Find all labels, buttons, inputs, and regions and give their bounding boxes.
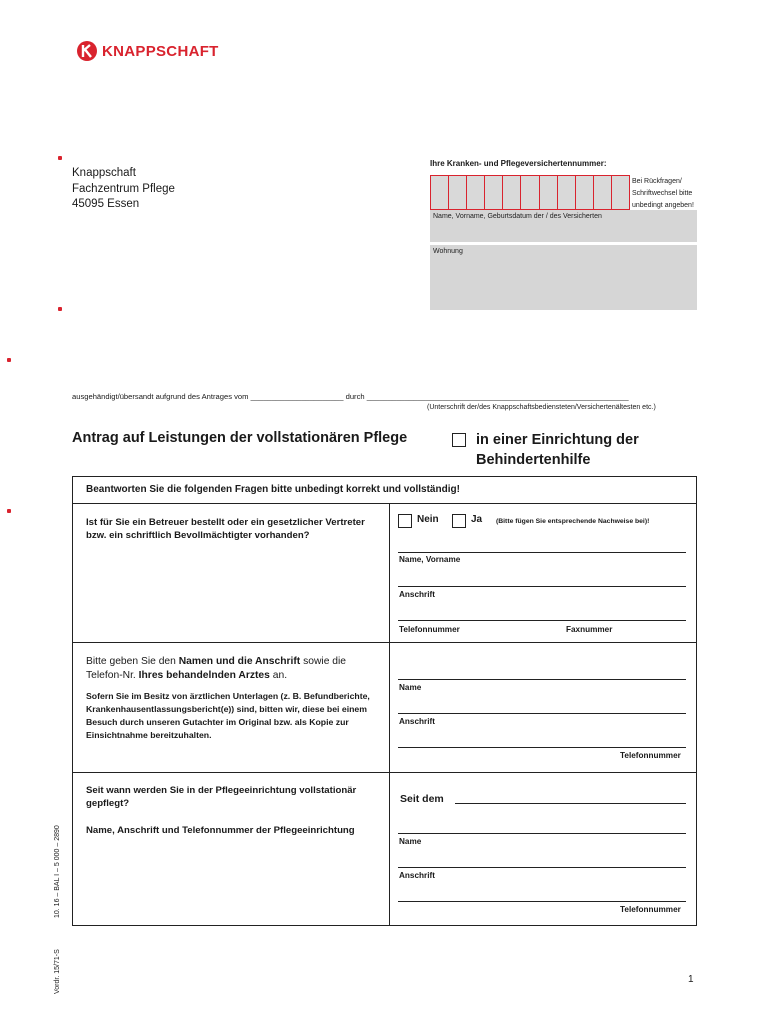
address-line: Fachzentrum Pflege <box>72 182 175 195</box>
note-line: unbedingt angeben! <box>632 202 694 209</box>
text-run: Ihres behandelnden Arztes <box>138 670 270 681</box>
insurance-number-field[interactable] <box>430 175 630 210</box>
facility-address-field[interactable] <box>398 867 686 868</box>
fold-mark <box>7 509 11 513</box>
page-number: 1 <box>688 974 694 985</box>
insured-name-field[interactable] <box>430 210 697 242</box>
insured-address-field[interactable] <box>430 245 697 310</box>
field-label: Telefonnummer <box>620 905 681 914</box>
column-divider <box>389 504 390 925</box>
guardian-address-field[interactable] <box>398 586 686 587</box>
heading-line: Behindertenhilfe <box>476 452 591 468</box>
field-label: Anschrift <box>399 717 435 726</box>
address-line: Knappschaft <box>72 167 136 179</box>
text-run: Bitte geben Sie den <box>86 656 179 667</box>
note-line: Schriftwechsel bitte <box>632 190 693 197</box>
heading-line: in einer Einrichtung der <box>476 432 639 448</box>
field-label: Name <box>399 683 422 692</box>
divider <box>72 503 697 504</box>
handout-line: ausgehändigt/übersandt aufgrund des Antrages vom ______________________ durch ______________________________________________________________ <box>72 392 629 401</box>
since-label: Seit dem <box>400 793 444 805</box>
guardian-name-field[interactable] <box>398 552 686 553</box>
field-label: Wohnung <box>433 248 463 255</box>
proof-note: (Bitte fügen Sie entsprechende Nachweise bei)! <box>496 518 650 525</box>
field-label: Anschrift <box>399 871 435 880</box>
form-title: Antrag auf Leistungen der vollstationären Pflege <box>72 430 408 446</box>
note-line: Bei Rückfragen/ <box>632 178 682 185</box>
yes-label: Ja <box>471 514 483 525</box>
disability-facility-label <box>476 430 639 470</box>
field-label: Telefonnummer <box>399 625 460 634</box>
fold-mark <box>7 358 11 362</box>
question-since: Seit wann werden Sie in der Pflegeeinrichtung vollstationär gepflegt? <box>86 785 357 809</box>
doctor-phone-field[interactable] <box>398 747 686 748</box>
row-divider <box>72 772 696 773</box>
fold-mark <box>58 156 62 160</box>
text-run: Namen und die Anschrift <box>178 656 301 667</box>
guardian-no-checkbox[interactable] <box>398 514 412 528</box>
question-facility: Name, Anschrift und Telefonnummer der Pflegeeinrichtung <box>86 825 355 836</box>
doctor-name-field[interactable] <box>398 679 686 680</box>
address-line: 45095 Essen <box>72 198 140 210</box>
insurance-note <box>632 176 694 212</box>
field-label: Name, Vorname <box>399 555 461 564</box>
doctor-documents-note: Sofern Sie im Besitz von ärztlichen Unterlagen (z. B. Befundberichte, Krankenhausentlassungsbericht(e)) sind, bitten wir, diese bei einem Besuch durch unseren Gutachter im Original bzw. als Kopie zur Einsichtnahme bereitzuhalten. <box>86 691 370 740</box>
doctor-address-field[interactable] <box>398 713 686 714</box>
text-run: sowie die Telefon-Nr. <box>86 656 347 681</box>
field-label: Faxnummer <box>566 625 613 634</box>
recipient-address <box>72 166 175 213</box>
knappschaft-logo-icon <box>76 40 98 62</box>
question-guardian: Ist für Sie ein Betreuer bestellt oder ein gesetzlicher Vertreter bzw. ein schriftlich Bevollmächtigter vorhanden? <box>86 517 365 541</box>
form-code: 10. 16 – BAL I – 5 000 – 2890 <box>54 825 61 918</box>
logo-text: KNAPPSCHAFT <box>102 42 219 60</box>
facility-phone-field[interactable] <box>398 901 686 902</box>
field-label: Anschrift <box>399 590 435 599</box>
disability-facility-checkbox[interactable] <box>452 433 466 447</box>
questionnaire-header: Beantworten Sie die folgenden Fragen bitte unbedingt korrekt und vollständig! <box>86 484 460 495</box>
facility-name-field[interactable] <box>398 833 686 834</box>
question-doctor <box>86 655 380 683</box>
row-divider <box>72 642 696 643</box>
guardian-phone-field[interactable] <box>398 620 686 621</box>
since-date-field[interactable] <box>455 803 686 804</box>
field-label: Telefonnummer <box>620 751 681 760</box>
guardian-yes-checkbox[interactable] <box>452 514 466 528</box>
form-number: Vordr. 15/71-S <box>54 949 61 994</box>
knappschaft-logo <box>76 40 219 62</box>
field-label: Name <box>399 837 422 846</box>
no-label: Nein <box>417 514 439 525</box>
insurance-number-title: Ihre Kranken- und Pflegeversichertennummer: <box>430 159 607 168</box>
field-label: Name, Vorname, Geburtsdatum der / des Versicherten <box>433 213 602 220</box>
signature-caption: (Unterschrift der/des Knappschaftsbediensteten/Versichertenältesten etc.) <box>427 404 656 411</box>
text-run: an. <box>269 670 288 681</box>
fold-mark <box>58 307 62 311</box>
